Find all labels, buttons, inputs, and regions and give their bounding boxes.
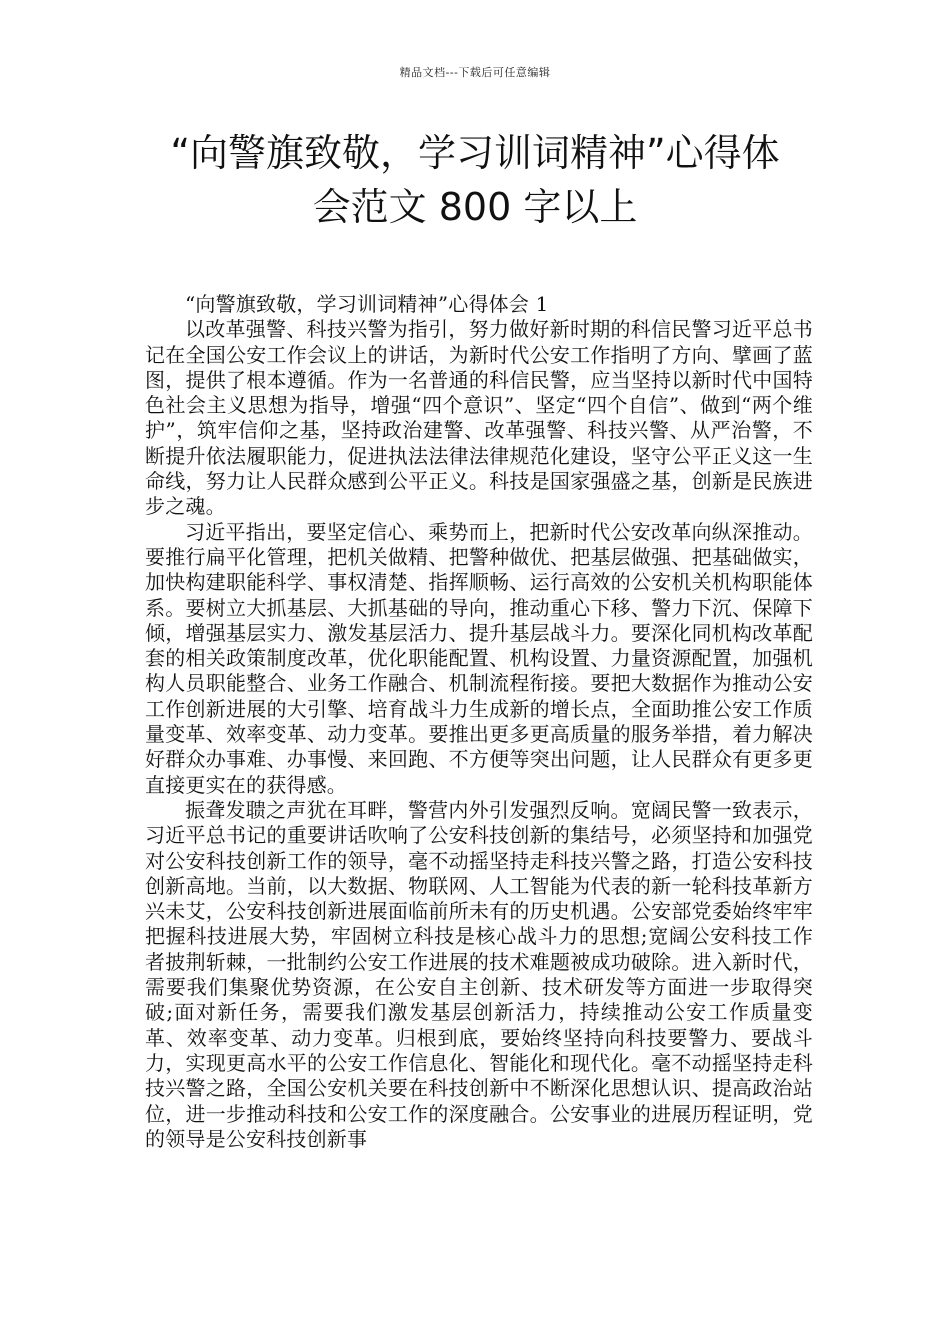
body-paragraph-1: 以改革强警、科技兴警为指引，努力做好新时期的科信民警习近平总书记在全国公安工作会议上的讲话，为新时代公安工作指明了方向、擘画了蓝图，提供了根本遵循。作为一名普通的科信民警，应当坚持以新时代中国特色社会主义思想为指导，增强“四个意识”、坚定“四个自信”、做到“两个维护”，筑牢信仰之基，坚持政治建警、改革强警、科技兴警、从严治警，不断提升依法履职能力，促进执法法律法律规范化建设，坚守公平正义这一生命线，努力让人民群众感到公平正义。科技是国家强盛之基，创新是民族进步之魂。 (145, 317, 813, 519)
body-paragraph-3: 振聋发聩之声犹在耳畔，警营内外引发强烈反响。宽阔民警一致表示，习近平总书记的重要讲话吹响了公安科技创新的集结号，必须坚持和加强党对公安科技创新工作的领导，毫不动摇坚持走科技兴警之路，打造公安科技创新高地。当前，以大数据、物联网、人工智能为代表的新一轮科技革新方兴未艾，公安科技创新进展面临前所未有的历史机遇。公安部党委始终牢牢把握科技进展大势，牢固树立科技是核心战斗力的思想;宽阔公安科技工作者披荆斩棘，一批制约公安工作进展的技术难题被成功破除。进入新时代，需要我们集聚优势资源，在公安自主创新、技术研发等方面进一步取得突破;面对新任务，需要我们激发基层创新活力，持续推动公安工作质量变革、效率变革、动力变革。归根到底，要始终坚持向科技要警力、要战斗力，实现更高水平的公安工作信息化、智能化和现代化。毫不动摇坚持走科技兴警之路，全国公安机关要在科技创新中不断深化思想认识、提高政治站位，进一步推动科技和公安工作的深度融合。公安事业的进展历程证明，党的领导是公安科技创新事 (145, 797, 813, 1151)
document-title-line-1: “向警旗致敬，学习训词精神”心得体 (170, 131, 780, 175)
document-title (100, 126, 850, 234)
page-header-note: 精品文档---下载后可任意编辑 (399, 66, 551, 79)
document-body (145, 292, 813, 1152)
document-title-line-2: 会范文 800 字以上 (312, 185, 638, 229)
body-paragraph-2: 习近平指出，要坚定信心、乘势而上，把新时代公安改革向纵深推动。要推行扁平化管理，把机关做精、把警种做优、把基层做强、把基础做实，加快构建职能科学、事权清楚、指挥顺畅、运行高效的公安机关机构职能体系。要树立大抓基层、大抓基础的导向，推动重心下移、警力下沉、保障下倾，增强基层实力、激发基层活力、提升基层战斗力。要深化同机构改革配套的相关政策制度改革，优化职能配置、机构设置、力量资源配置，加强机构人员职能整合、业务工作融合、机制流程衔接。要把大数据作为推动公安工作创新进展的大引擎、培育战斗力生成新的增长点，全面助推公安工作质量变革、效率变革、动力变革。要推出更多更高质量的服务举措，着力解决好群众办事难、办事慢、来回跑、不方便等突出问题，让人民群众有更多更直接更实在的获得感。 (145, 519, 813, 797)
section-subheading: “向警旗致敬，学习训词精神”心得体会 1 (185, 292, 549, 316)
